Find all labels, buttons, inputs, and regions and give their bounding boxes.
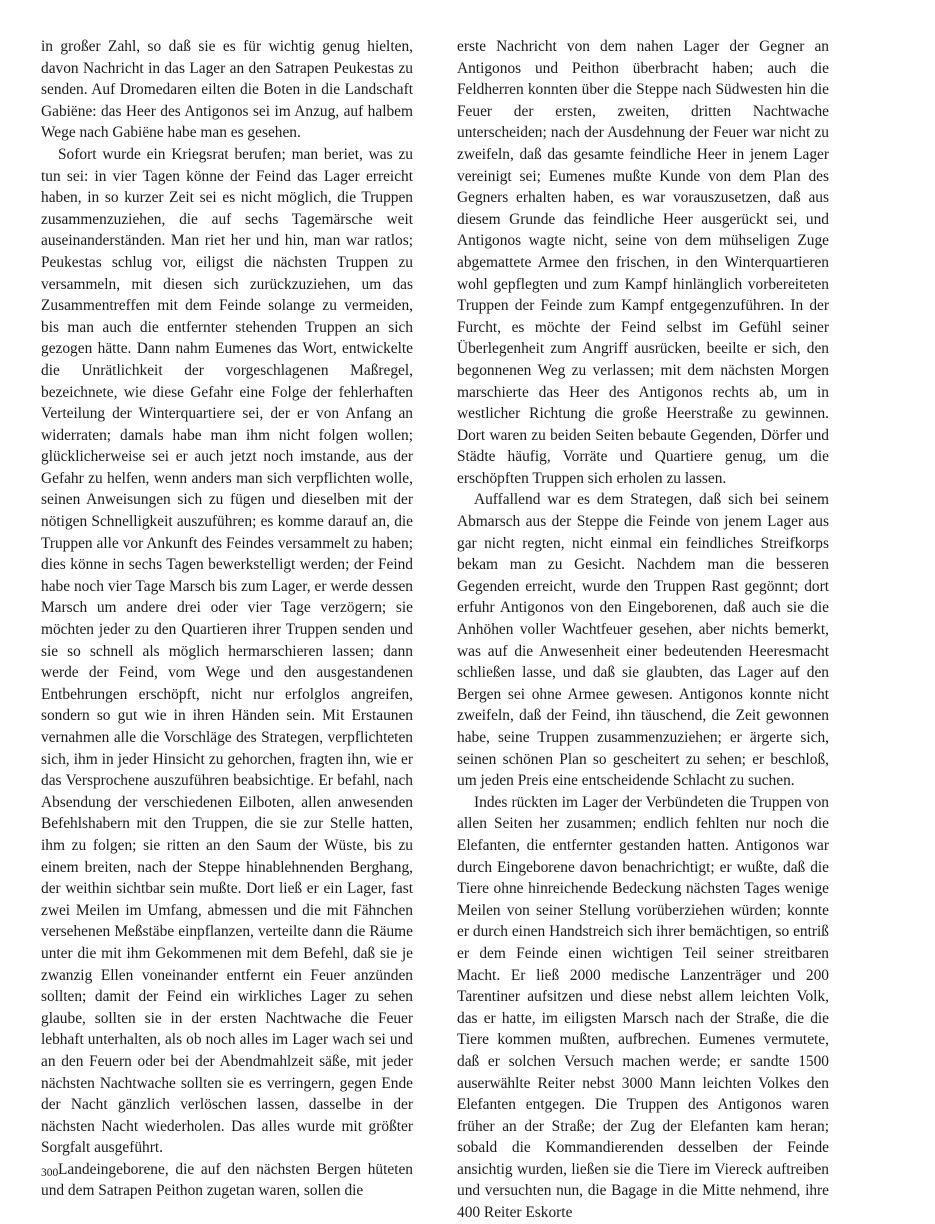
book-page [41, 36, 829, 1222]
right-column [457, 36, 829, 1222]
paragraph: erste Nachricht von dem nahen Lager der Gegner an Antigonos und Peithon überbracht haben; auch die Feldherren konnten über die Steppe nach Südwesten hin die Feuer der ersten, zweiten, dritten Nachtwache unterscheiden; nach der Ausdehnung der Feuer war nicht zu zweifeln, daß das gesamte feindliche Heer in jenem Lager vereinigt sei; Eumenes mußte Kunde von dem Plan des Gegners erhalten haben, es war vorauszusetzen, daß aus diesem Grunde das feindliche Heer ausgerückt sei, und Antigonos wagte nicht, seine von dem mühseligen Zuge abgemattete Armee den frischen, in den Winterquartieren wohl gepflegten und zum Kampf hinlänglich vorbereiteten Truppen der Feinde zum Kampf entgegenzuführen. In der Furcht, es möchte der Feind selbst im Gefühl seiner Überlegenheit zum Angriff ausrücken, beeilte er sich, den begonnenen Weg zu verlassen; mit dem nächsten Morgen marschierte das Heer des Antigonos rechts ab, um in westlicher Richtung die große Heerstraße zu gewinnen. Dort waren zu beiden Seiten bebaute Gegenden, Dörfer und Städte häufig, Vorräte und Quartiere genug, um die erschöpften Truppen sich erholen zu lassen. [457, 38, 829, 487]
paragraph: in großer Zahl, so daß sie es für wichtig genug hielten, davon Nachricht in das Lager an den Satrapen Peukestas zu senden. Auf Dromedaren eilten die Boten in die Landschaft Gabiëne: das Heer des Antigonos sei im Anzug, auf halbem Wege nach Gabiëne habe man es gesehen. [41, 38, 413, 142]
paragraph: Indes rückten im Lager der Verbündeten die Truppen von allen Seiten her zusammen; endlich fehlten nur noch die Elefanten, die entfernter gestanden hatten. Antigonos war durch Eingeborene davon benachrichtigt; er wußte, daß die Tiere ohne hinreichende Bedeckung nächsten Tages wenige Meilen von seiner Stellung vorüberziehen würden; konnte er durch einen Handstreich sich ihrer bemächtigen, so entriß er dem Feinde einen wichtigen Teil seiner streitbaren Macht. Er ließ 2000 medische Lanzenträger und 200 Tarentiner aufsitzen und diese nebst allem leichten Volk, das er hatte, im eiligsten Marsch nach der Straße, die die Tiere kommen mußten, aufbrechen. Eumenes vermutete, daß er solchen Versuch machen werde; er sandte 1500 auserwählte Reiter nebst 3000 Mann leichten Volkes den Elefanten entgegen. Die Truppen des Antigonos waren früher an der Straße; der Zug der Elefanten kam heran; sobald die Kommandierenden desselben der Feinde ansichtig wurden, ließen sie die Tiere im Viereck auftreiben und versuchten nun, die Bagage in die Mitte nehmend, ihre 400 Reiter Eskorte [457, 793, 829, 1222]
page-number: 300 [41, 1167, 59, 1179]
paragraph: Sofort wurde ein Kriegsrat berufen; man beriet, was zu tun sei: in vier Tagen könne der Feind das Lager erreicht haben, in so kurzer Zeit sei es nicht möglich, die Truppen zusammenzuziehen, die auf sechs Tagemärsche weit auseinanderständen. Man riet her und hin, man war ratlos; Peukestas schlug vor, eiligst die nächsten Truppen zu versammeln, mit diesen sich zurückzuziehen, um das Zusammentreffen mit dem Feinde solange zu vermeiden, bis man auch die entfernter stehenden Truppen an sich gezogen hätte. Dann nahm Eumenes das Wort, entwickelte die Unrätlichkeit der vorgeschlagenen Maßregel, bezeichnete, wie diese Gefahr eine Folge der fehlerhaften Verteilung der Winterquartiere sei, der er von Anfang an widerraten; damals habe man ihm nicht folgen wollen; glücklicherweise sei er auch jetzt noch imstande, aus der Gefahr zu helfen, wenn anders man sich verpflichten wolle, seinen Anweisungen sich zu fügen und dieselben mit der nötigen Schnelligkeit auszuführen; es komme darauf an, die Truppen alle vor Ankunft des Feindes versammelt zu haben; dies könne in sechs Tagen bewerkstelligt werden; der Feind habe noch vier Tage Marsch bis zum Lager, er werde dessen Marsch um andere drei oder vier Tage verzögern; sie möchten jeder zu den Quartieren ihrer Truppen senden und sie so schnell als möglich hermarschieren lassen; dann werde der Feind, vom Wege und den ausgestandenen Entbehrungen erschöpft, nicht nur erfolglos angreifen, sondern so gut wie in ihren Händen sein. Mit Erstaunen vernahmen alle die Vorschläge des Strategen, verpflichteten sich, ihm in jeder Hinsicht zu gehorchen, fragten ihn, wie er das Versprochene auszuführen beabsichtige. Er befahl, nach Absendung der verschiedenen Eilboten, allen anwesenden Befehlshabern mit den Truppen, die sie zur Stelle hatten, ihm zu folgen; sie ritten an den Saum der Wüste, bis zu einem breiten, nach der Steppe hinablehnenden Berghang, der weithin sichtbar sein mußte. Dort ließ er ein Lager, fast zwei Meilen im Umfang, abmessen und die mit Fähnchen versehenen Meßstäbe einpflanzen, verteilte dann die Räume unter die mit ihm Gekommenen mit dem Befehl, daß sie je zwanzig Ellen voneinander entfernt ein Feuer anzünden sollten; damit der Feind ein wirkliches Lager zu sehen glaube, sollten sie in der ersten Nachtwache die Feuer lebhaft unterhalten, als ob noch alles im Lager wach sei und an den Feuern oder bei der Abendmahlzeit säße, mit jeder nächsten Nachtwache sollten sie es verringern, gegen Ende der Nacht gänzlich verlöschen lassen, dasselbe in der nächsten Nacht wiederholen. Das alles wurde mit größter Sorgfalt ausgeführt. [41, 145, 413, 1157]
paragraph: Auffallend war es dem Strategen, daß sich bei seinem Abmarsch aus der Steppe die Feinde von jenem Lager aus gar nicht regten, nicht einmal ein feindliches Streifkorps bekam man zu Gesicht. Nachdem man die besseren Gegenden erreicht, wurde den Truppen Rast gegönnt; dort erfuhr Antigonos von den Eingeborenen, daß auch sie die Anhöhen voller Wachtfeuer gesehen, aber nichts bemerkt, was auf die Anwesenheit einer bedeutenden Heeresmacht schließen lasse, und daß sie glaubten, das Lager auf den Bergen sei ohne Armee gewesen. Antigonos konnte nicht zweifeln, daß der Feind, ihn täuschend, die Zeit gewonnen habe, seine Truppen zusammenzuziehen; er ärgerte sich, seinen schönen Plan so gescheitert zu sehen; er beschloß, um jeden Preis eine entscheidende Schlacht zu suchen. [457, 491, 829, 790]
paragraph: Landeingeborene, die auf den nächsten Bergen hüteten und dem Satrapen Peithon zugetan waren, sollen die [41, 1160, 413, 1200]
